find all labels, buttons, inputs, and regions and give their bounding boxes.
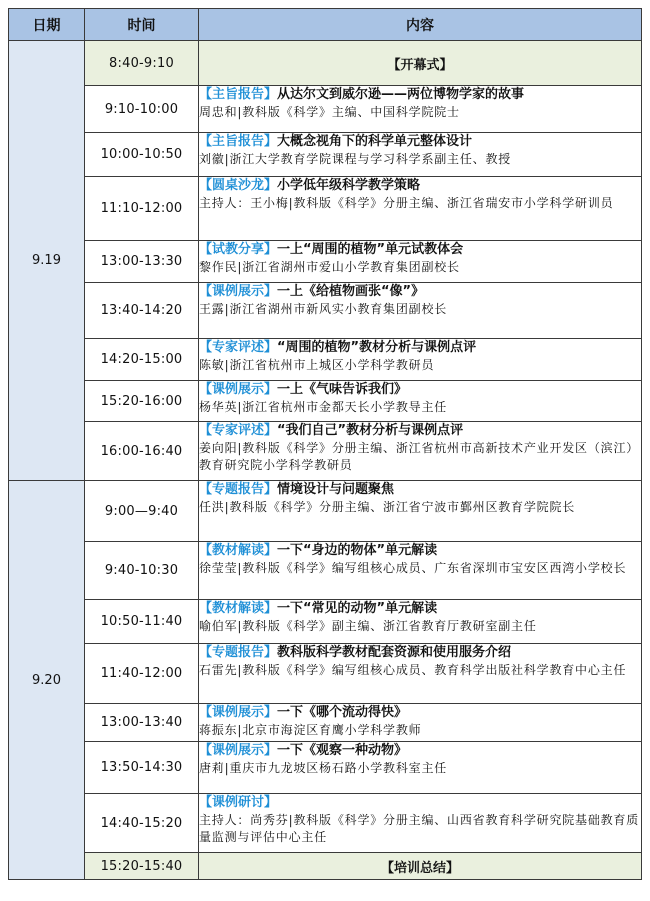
- session-speaker: 蒋振东|北京市海淀区育鹰小学科学教师: [199, 723, 422, 737]
- session-title-line: [199, 86, 641, 104]
- ceremony-label: 【开幕式】: [199, 41, 642, 86]
- session-content: [199, 742, 642, 794]
- session-content: [199, 283, 642, 339]
- time-cell: 9:40-10:30: [85, 542, 199, 600]
- session-content: [199, 481, 642, 542]
- session-content: [199, 133, 642, 177]
- session-title-line: [199, 339, 641, 357]
- session-title-line: [199, 794, 641, 812]
- time-cell: 10:50-11:40: [85, 600, 199, 644]
- session-speaker: 石雷先|教科版《科学》编写组核心成员、教育科学出版社科学教育中心主任: [199, 663, 627, 677]
- session-title-line: [199, 704, 641, 722]
- session-speaker: 姜向阳|教科版《科学》分册主编、浙江省杭州市高新技术产业开发区（滨江）教育研究院小学科学教研员: [199, 441, 640, 472]
- time-cell: 15:20-15:40: [85, 853, 199, 880]
- session-title: 一上《给植物画张“像”》: [277, 284, 425, 299]
- header-row: [9, 9, 642, 41]
- session-content: [199, 241, 642, 283]
- time-cell: 13:40-14:20: [85, 283, 199, 339]
- session-type-tag: 【主旨报告】: [199, 87, 278, 102]
- time-cell: 10:00-10:50: [85, 133, 199, 177]
- session-content: [199, 86, 642, 133]
- session-type-tag: 【专家评述】: [199, 340, 278, 355]
- session-row: [9, 381, 642, 422]
- session-content: [199, 644, 642, 704]
- session-type-tag: 【课例研讨】: [199, 795, 278, 810]
- time-cell: 9:10-10:00: [85, 86, 199, 133]
- session-title: “我们自己”教材分析与课例点评: [277, 423, 464, 438]
- session-title: 一下“身边的物体”单元解读: [277, 543, 438, 558]
- session-speaker: 主持人：尚秀芬|教科版《科学》分册主编、山西省教育科学研究院基础教育质量监测与评估中心主任: [199, 813, 640, 844]
- session-speaker: 黎作民|浙江省湖州市爱山小学教育集团副校长: [199, 260, 460, 274]
- time-cell: 11:10-12:00: [85, 177, 199, 241]
- session-title-line: [199, 283, 641, 301]
- session-type-tag: 【专题报告】: [199, 645, 278, 660]
- session-title-line: [199, 241, 641, 259]
- session-type-tag: 【教材解读】: [199, 601, 278, 616]
- session-title: 一上“周围的植物”单元试教体会: [277, 242, 464, 257]
- time-cell: 16:00-16:40: [85, 422, 199, 481]
- session-title: 一下《哪个流动得快》: [277, 705, 408, 720]
- session-speaker: 王露|浙江省湖州市新风实小教育集团副校长: [199, 302, 448, 316]
- session-content: [199, 794, 642, 853]
- session-title: 一上《气味告诉我们》: [277, 382, 408, 397]
- session-speaker: 唐莉|重庆市九龙坡区杨石路小学教科室主任: [199, 761, 448, 775]
- session-content: [199, 600, 642, 644]
- time-cell: 13:00-13:40: [85, 704, 199, 742]
- session-row: [9, 133, 642, 177]
- session-type-tag: 【教材解读】: [199, 543, 278, 558]
- time-cell: 13:00-13:30: [85, 241, 199, 283]
- session-title-line: [199, 600, 641, 618]
- session-content: [199, 177, 642, 241]
- session-content: [199, 422, 642, 481]
- session-speaker: 徐莹莹|教科版《科学》编写组核心成员、广东省深圳市宝安区西湾小学校长: [199, 561, 627, 575]
- session-content: [199, 381, 642, 422]
- ceremony-label: 【培训总结】: [199, 853, 642, 880]
- session-title-line: [199, 381, 641, 399]
- date-cell: 9.19: [9, 41, 85, 481]
- session-row: [9, 704, 642, 742]
- session-row: [9, 177, 642, 241]
- session-row: [9, 644, 642, 704]
- session-title-line: [199, 177, 641, 195]
- time-cell: 14:40-15:20: [85, 794, 199, 853]
- schedule-body: [9, 41, 642, 880]
- session-type-tag: 【试教分享】: [199, 242, 278, 257]
- session-type-tag: 【课例展示】: [199, 382, 278, 397]
- session-type-tag: 【主旨报告】: [199, 134, 278, 149]
- session-type-tag: 【专题报告】: [199, 482, 278, 497]
- session-type-tag: 【专家评述】: [199, 423, 278, 438]
- session-title: 小学低年级科学教学策略: [277, 178, 421, 193]
- session-row: [9, 283, 642, 339]
- time-cell: 13:50-14:30: [85, 742, 199, 794]
- session-title: 教科版科学教材配套资源和使用服务介绍: [277, 645, 512, 660]
- session-row: [9, 481, 642, 542]
- session-title: 情境设计与问题聚焦: [277, 482, 395, 497]
- session-type-tag: 【课例展示】: [199, 705, 278, 720]
- header-date: 日期: [9, 9, 85, 41]
- session-row: [9, 600, 642, 644]
- session-title: 一下“常见的动物”单元解读: [277, 601, 438, 616]
- session-row: [9, 542, 642, 600]
- session-title-line: [199, 644, 641, 662]
- session-speaker: 喻伯军|教科版《科学》副主编、浙江省教育厅教研室副主任: [199, 619, 537, 633]
- header-content: 内容: [199, 9, 642, 41]
- session-title: 从达尔文到威尔逊——两位博物学家的故事: [277, 87, 525, 102]
- session-type-tag: 【课例展示】: [199, 743, 278, 758]
- session-row: [9, 794, 642, 853]
- session-speaker: 刘徽|浙江大学教育学院课程与学习科学系副主任、教授: [199, 152, 512, 166]
- session-title-line: [199, 542, 641, 560]
- session-title: 一下《观察一种动物》: [277, 743, 408, 758]
- session-row: [9, 241, 642, 283]
- session-row: [9, 422, 642, 481]
- session-row: [9, 86, 642, 133]
- date-cell: 9.20: [9, 481, 85, 880]
- session-title: “周围的植物”教材分析与课例点评: [277, 340, 477, 355]
- time-cell: 14:20-15:00: [85, 339, 199, 381]
- session-title: 大概念视角下的科学单元整体设计: [277, 134, 473, 149]
- schedule-table: [8, 8, 642, 880]
- session-title-line: [199, 422, 641, 440]
- session-title-line: [199, 481, 641, 499]
- session-type-tag: 【圆桌沙龙】: [199, 178, 278, 193]
- session-row: [9, 742, 642, 794]
- session-speaker: 杨华英|浙江省杭州市金都天长小学教导主任: [199, 400, 448, 414]
- time-cell: 8:40-9:10: [85, 41, 199, 86]
- session-speaker: 周忠和|教科版《科学》主编、中国科学院院士: [199, 105, 460, 119]
- session-content: [199, 704, 642, 742]
- time-cell: 9:00—9:40: [85, 481, 199, 542]
- time-cell: 15:20-16:00: [85, 381, 199, 422]
- session-type-tag: 【课例展示】: [199, 284, 278, 299]
- session-speaker: 任洪|教科版《科学》分册主编、浙江省宁波市鄞州区教育学院院长: [199, 500, 576, 514]
- session-row: [9, 339, 642, 381]
- header-time: 时间: [85, 9, 199, 41]
- session-title-line: [199, 742, 641, 760]
- session-title-line: [199, 133, 641, 151]
- session-content: [199, 542, 642, 600]
- session-speaker: 陈敏|浙江省杭州市上城区小学科学教研员: [199, 358, 435, 372]
- ceremony-row: [9, 853, 642, 880]
- session-content: [199, 339, 642, 381]
- session-speaker: 主持人：王小梅|教科版《科学》分册主编、浙江省瑞安市小学科学研训员: [199, 196, 614, 210]
- time-cell: 11:40-12:00: [85, 644, 199, 704]
- ceremony-row: [9, 41, 642, 86]
